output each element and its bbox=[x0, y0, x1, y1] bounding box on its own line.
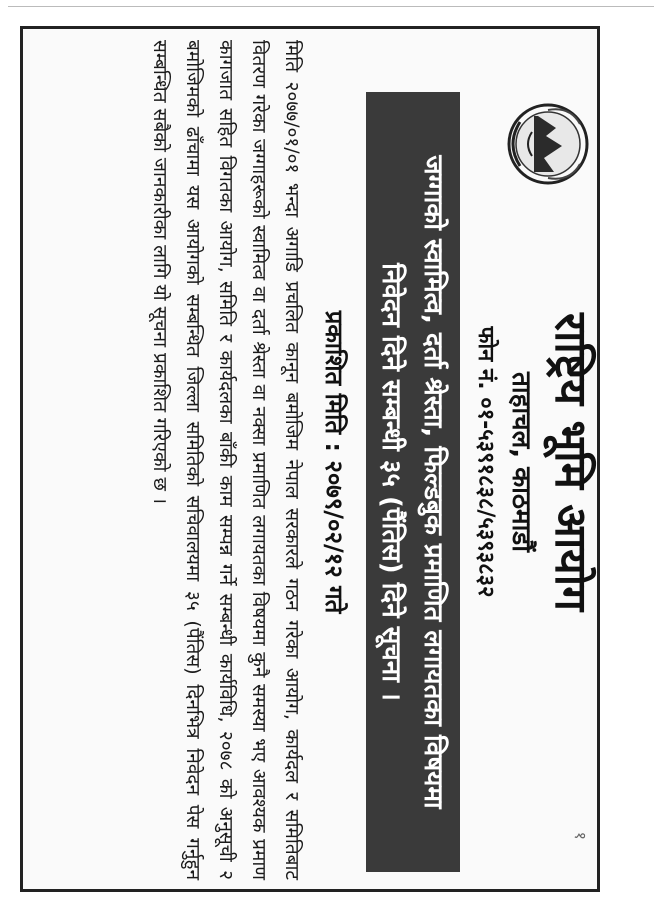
scan-edge-line bbox=[8, 6, 654, 7]
notice-frame bbox=[20, 26, 600, 892]
corner-page-mark: १ bbox=[571, 831, 590, 840]
notice-heading-banner bbox=[366, 92, 460, 872]
notice-body: मिति २०७७/०१/०१ भन्दा अगाडि प्रचलित कानून बमोजिम नेपाल सरकारले गठन गरेका आयोग, कार्यदल र समितिबाट वितरण गरेका जग्गाहरूको स्वामित्व वा दर्ता श्रेस्ता वा नक्सा प्रमाणित लगायतका विषयमा कुनै समस्या भए आवश्यक प्रमाण कागजात सहित विगतका आयोग, समिति र कार्यदलका बाँकी काम सम्पन्न गर्ने सम्बन्धी कार्यविधि, २०७८ को अनुसूची २ बमोजिमको ढाँचामा यस आयोगको सम्बन्धित जिल्ला समितिको सचिवालयमा ३५ (पैंतिस) दिनभित्र निवेदन पेस गर्नुहुन सम्बन्धित सबैको जानकारीका लागि यो सूचना प्रकाशित गरिएको छ । bbox=[149, 40, 303, 880]
rotated-notice bbox=[26, 32, 600, 892]
notice-heading-line-1: जग्गाको स्वामित्व, दर्ता श्रेस्ता, फिल्डबुक प्रमाणित लगायतका विषयमा bbox=[418, 155, 448, 809]
notice-heading-line-2: निवेदन दिने सम्बन्धी ३५ (पैंतिस) दिने सूचना । bbox=[376, 263, 406, 701]
commission-title: राष्ट्रिय भूमि आयोग bbox=[545, 313, 596, 611]
commission-address: ताहाचल, काठमाडौं bbox=[506, 372, 536, 552]
commission-phone: फोन नं. ०१-५३९१८३८/५३९३८३२ bbox=[473, 326, 498, 598]
publish-date: प्रकाशित मिति : २०७९/०२/१२ गते bbox=[320, 310, 348, 614]
